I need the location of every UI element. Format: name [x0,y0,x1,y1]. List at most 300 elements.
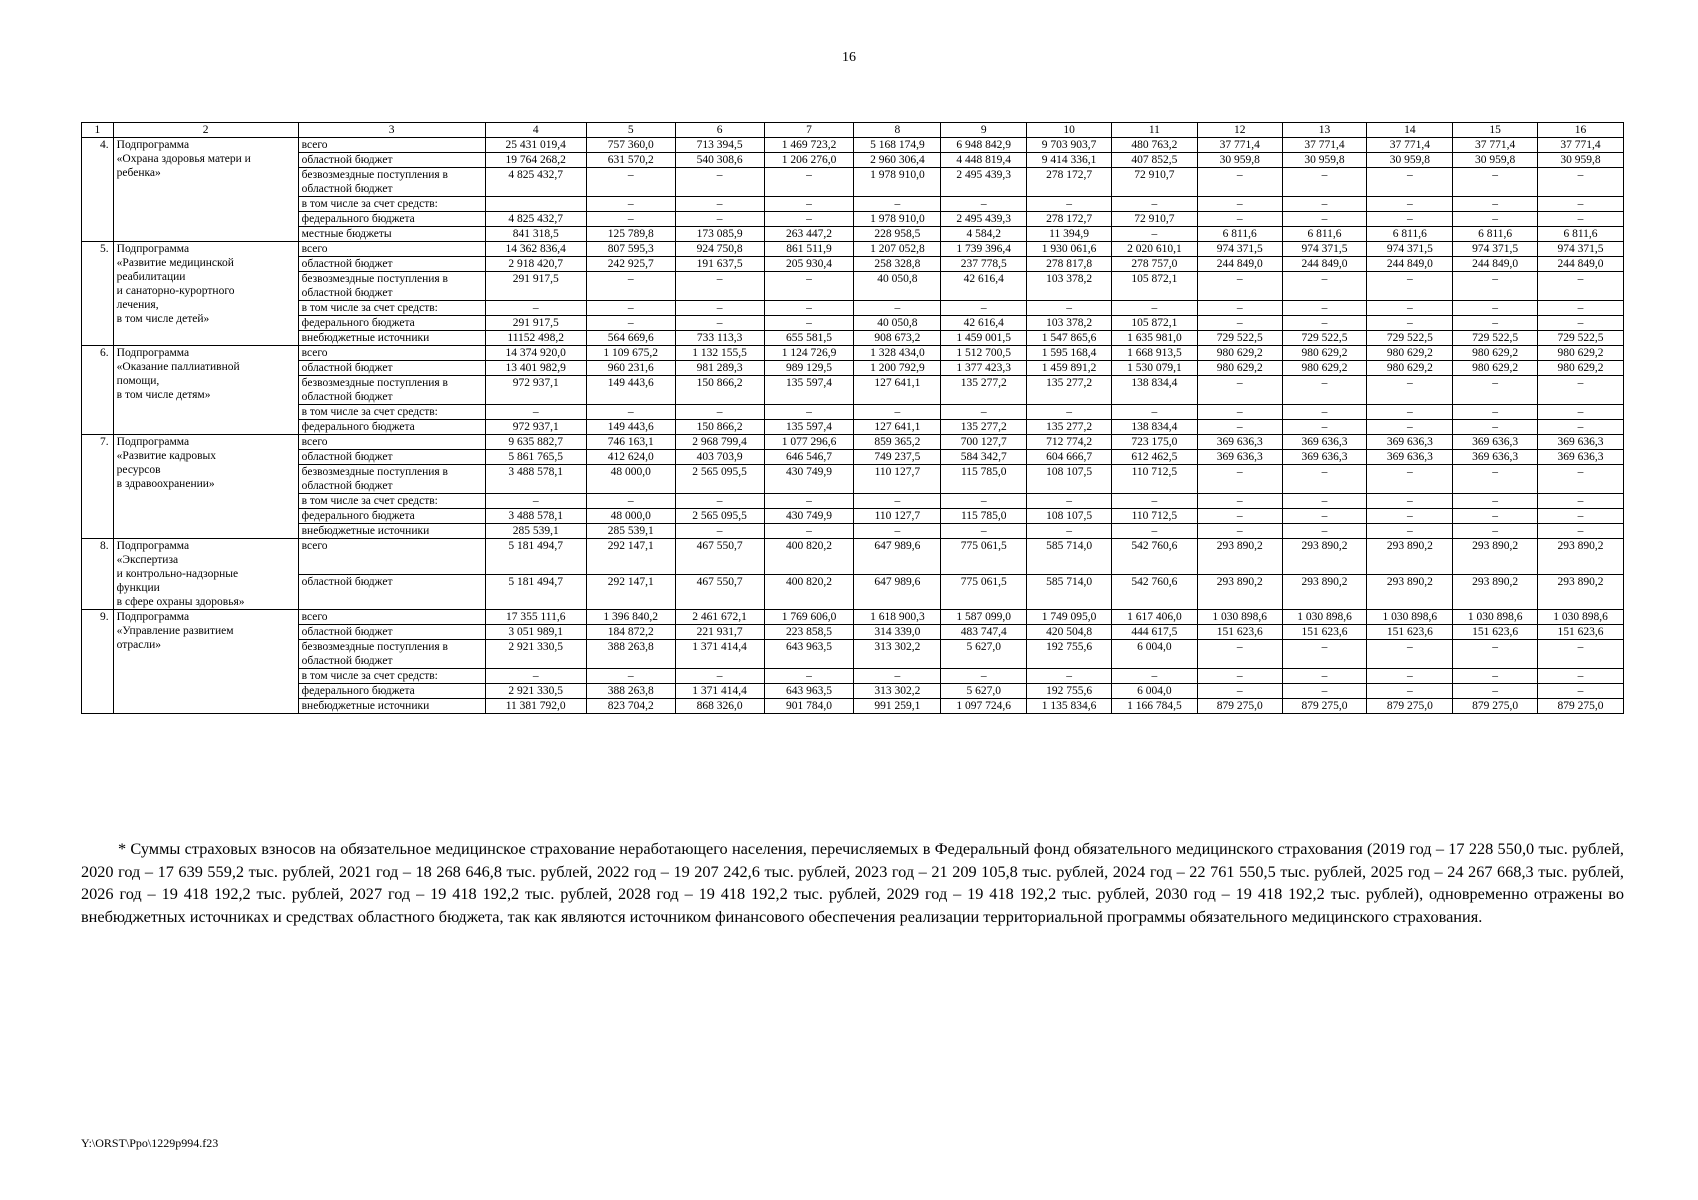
amount-cell: 775 061,5 [941,539,1027,575]
amount-cell: – [586,301,675,316]
amount-cell: 30 959,8 [1453,153,1538,168]
column-number-header: 10 [1027,123,1112,138]
amount-cell: 407 852,5 [1111,153,1197,168]
amount-cell: – [854,301,941,316]
amount-cell: – [1197,640,1282,669]
amount-cell: 1 030 898,6 [1453,610,1538,625]
amount-cell: 924 750,8 [675,242,764,257]
amount-cell: 467 550,7 [675,574,764,610]
amount-cell: – [1197,212,1282,227]
funding-source-label: федерального бюджета [298,420,485,435]
amount-cell: – [675,405,764,420]
amount-cell: 149 443,6 [586,376,675,405]
column-number-header: 12 [1197,123,1282,138]
amount-cell: – [854,524,941,539]
column-number-header: 4 [485,123,586,138]
amount-cell: 2 565 095,5 [675,509,764,524]
amount-cell: 278 172,7 [1027,168,1112,197]
amount-cell: 1 124 726,9 [764,346,854,361]
amount-cell: 1 617 406,0 [1111,610,1197,625]
amount-cell: 292 147,1 [586,539,675,575]
amount-cell: – [675,212,764,227]
amount-cell: 11 394,9 [1027,227,1112,242]
amount-cell: 1 097 724,6 [941,699,1027,714]
amount-cell: 37 771,4 [1538,138,1624,153]
amount-cell: 293 890,2 [1538,539,1624,575]
amount-cell: – [485,494,586,509]
amount-cell: 105 872,1 [1111,316,1197,331]
funding-source-label: в том числе за счет средств: [298,405,485,420]
amount-cell: – [1282,197,1367,212]
table-row [82,524,1624,539]
funding-source-label: в том числе за счет средств: [298,197,485,212]
amount-cell: 980 629,2 [1367,346,1453,361]
funding-source-label: безвозмездные поступления в областной бюджет [298,640,485,669]
amount-cell: 115 785,0 [941,509,1027,524]
amount-cell: 293 890,2 [1282,574,1367,610]
amount-cell: 103 378,2 [1027,272,1112,301]
amount-cell: 1 587 099,0 [941,610,1027,625]
amount-cell: 9 635 882,7 [485,435,586,450]
amount-cell: 6 811,6 [1367,227,1453,242]
amount-cell: 749 237,5 [854,450,941,465]
amount-cell: 13 401 982,9 [485,361,586,376]
amount-cell: – [1367,684,1453,699]
amount-cell: – [1453,465,1538,494]
amount-cell: – [1197,669,1282,684]
amount-cell: 105 872,1 [1111,272,1197,301]
amount-cell: – [1282,494,1367,509]
funding-source-label: всего [298,435,485,450]
amount-cell: 3 488 578,1 [485,465,586,494]
column-number-header: 14 [1367,123,1453,138]
amount-cell: – [764,168,854,197]
table-row [82,669,1624,684]
funding-source-label: всего [298,242,485,257]
amount-cell: 2 495 439,3 [941,168,1027,197]
amount-cell: 584 342,7 [941,450,1027,465]
amount-cell: 974 371,5 [1453,242,1538,257]
amount-cell: – [1197,272,1282,301]
amount-cell: 138 834,4 [1111,420,1197,435]
amount-cell: – [764,524,854,539]
amount-cell: 11152 498,2 [485,331,586,346]
table-row [82,316,1624,331]
amount-cell: 2 020 610,1 [1111,242,1197,257]
amount-cell: – [1111,669,1197,684]
amount-cell: – [1282,509,1367,524]
amount-cell: – [675,494,764,509]
amount-cell: 1 769 606,0 [764,610,854,625]
table-row [82,376,1624,405]
amount-cell: – [1197,684,1282,699]
amount-cell: – [1367,405,1453,420]
column-number-header: 15 [1453,123,1538,138]
amount-cell: – [1538,669,1624,684]
amount-cell: 19 764 268,2 [485,153,586,168]
amount-cell: 542 760,6 [1111,539,1197,575]
amount-cell: – [1367,168,1453,197]
amount-cell: – [586,197,675,212]
amount-cell: 1 739 396,4 [941,242,1027,257]
funding-source-label: областной бюджет [298,625,485,640]
amount-cell: 1 206 276,0 [764,153,854,168]
amount-cell: 110 712,5 [1111,465,1197,494]
amount-cell: 6 811,6 [1282,227,1367,242]
amount-cell: 4 584,2 [941,227,1027,242]
column-number-header: 3 [298,123,485,138]
funding-source-label: местные бюджеты [298,227,485,242]
amount-cell: 604 666,7 [1027,450,1112,465]
amount-cell: 859 365,2 [854,435,941,450]
amount-cell: – [1453,197,1538,212]
amount-cell: 48 000,0 [586,509,675,524]
amount-cell: – [1197,494,1282,509]
amount-cell: 400 820,2 [764,574,854,610]
amount-cell: – [1367,420,1453,435]
funding-source-label: областной бюджет [298,361,485,376]
amount-cell: 108 107,5 [1027,465,1112,494]
amount-cell: 631 570,2 [586,153,675,168]
amount-cell: 974 371,5 [1367,242,1453,257]
amount-cell: – [1453,272,1538,301]
amount-cell: 293 890,2 [1453,539,1538,575]
amount-cell: – [1197,197,1282,212]
amount-cell: – [854,197,941,212]
table-row [82,361,1624,376]
amount-cell: – [1282,272,1367,301]
amount-cell: – [1197,405,1282,420]
amount-cell: – [586,669,675,684]
amount-cell: – [675,524,764,539]
amount-cell: 879 275,0 [1367,699,1453,714]
amount-cell: 313 302,2 [854,684,941,699]
amount-cell: 192 755,6 [1027,640,1112,669]
amount-cell: 6 948 842,9 [941,138,1027,153]
amount-cell: 807 595,3 [586,242,675,257]
amount-cell: – [485,301,586,316]
amount-cell: 11 381 792,0 [485,699,586,714]
amount-cell: – [1282,168,1367,197]
funding-source-label: безвозмездные поступления в областной бюджет [298,168,485,197]
amount-cell: 1 166 784,5 [1111,699,1197,714]
amount-cell: – [1538,684,1624,699]
funding-source-label: областной бюджет [298,257,485,272]
amount-cell: 643 963,5 [764,640,854,669]
amount-cell: – [1453,640,1538,669]
amount-cell: 646 546,7 [764,450,854,465]
table-row [82,138,1624,153]
amount-cell: 823 704,2 [586,699,675,714]
table-row [82,494,1624,509]
amount-cell: 127 641,1 [854,420,941,435]
amount-cell: – [1367,494,1453,509]
amount-cell: 9 414 336,1 [1027,153,1112,168]
subprogram-number: 9. [82,610,114,714]
amount-cell: – [675,168,764,197]
column-number-header: 9 [941,123,1027,138]
amount-cell: – [1453,212,1538,227]
amount-cell: 980 629,2 [1367,361,1453,376]
amount-cell: – [764,669,854,684]
amount-cell: 585 714,0 [1027,574,1112,610]
amount-cell: 879 275,0 [1197,699,1282,714]
file-path: Y:\ORST\Ppo\1229p994.f23 [81,1136,219,1150]
amount-cell: 1 030 898,6 [1282,610,1367,625]
amount-cell: 1 635 981,0 [1111,331,1197,346]
amount-cell: – [1367,316,1453,331]
amount-cell: 291 917,5 [485,316,586,331]
subprogram-number: 4. [82,138,114,242]
amount-cell: 647 989,6 [854,574,941,610]
amount-cell: – [1027,524,1112,539]
amount-cell: 1 396 840,2 [586,610,675,625]
amount-cell: – [675,316,764,331]
amount-cell: 908 673,2 [854,331,941,346]
amount-cell: 14 362 836,4 [485,242,586,257]
amount-cell: 980 629,2 [1453,361,1538,376]
amount-cell: 30 959,8 [1282,153,1367,168]
amount-cell: – [1197,301,1282,316]
amount-cell: 285 539,1 [586,524,675,539]
amount-cell: – [1538,272,1624,301]
subprogram-name: Подпрограмма «Управление развитием отрасли» [113,610,298,714]
amount-cell: 1 207 052,8 [854,242,941,257]
amount-cell: – [1282,524,1367,539]
amount-cell: – [941,669,1027,684]
amount-cell: – [1453,316,1538,331]
amount-cell: – [1282,684,1367,699]
funding-source-label: внебюджетные источники [298,331,485,346]
amount-cell: 467 550,7 [675,539,764,575]
funding-source-label: безвозмездные поступления в областной бюджет [298,376,485,405]
amount-cell: 1 030 898,6 [1538,610,1624,625]
amount-cell: 228 958,5 [854,227,941,242]
amount-cell: – [1197,509,1282,524]
amount-cell: 974 371,5 [1538,242,1624,257]
amount-cell: – [854,405,941,420]
amount-cell: 879 275,0 [1453,699,1538,714]
amount-cell: 729 522,5 [1538,331,1624,346]
amount-cell: 6 811,6 [1538,227,1624,242]
amount-cell: 1 109 675,2 [586,346,675,361]
amount-cell: 149 443,6 [586,420,675,435]
amount-cell: 285 539,1 [485,524,586,539]
amount-cell: – [941,494,1027,509]
amount-cell: 151 623,6 [1538,625,1624,640]
amount-cell: 221 931,7 [675,625,764,640]
amount-cell: – [764,301,854,316]
amount-cell: – [1538,420,1624,435]
amount-cell: 540 308,6 [675,153,764,168]
amount-cell: 150 866,2 [675,420,764,435]
amount-cell: 110 127,7 [854,509,941,524]
amount-cell: 184 872,2 [586,625,675,640]
amount-cell: – [1197,376,1282,405]
subprogram-name: Подпрограмма «Развитие кадровых ресурсов в здравоохранении» [113,435,298,539]
subprogram-number: 6. [82,346,114,435]
amount-cell: – [1538,376,1624,405]
amount-cell: 135 597,4 [764,420,854,435]
funding-source-label: федерального бюджета [298,509,485,524]
amount-cell: 5 181 494,7 [485,574,586,610]
amount-cell: 151 623,6 [1453,625,1538,640]
column-number-header: 6 [675,123,764,138]
amount-cell: 369 636,3 [1367,450,1453,465]
amount-cell: 30 959,8 [1538,153,1624,168]
column-number-header: 7 [764,123,854,138]
amount-cell: – [941,405,1027,420]
amount-cell: 42 616,4 [941,272,1027,301]
table-row [82,574,1624,610]
amount-cell: – [764,272,854,301]
amount-cell: 643 963,5 [764,684,854,699]
amount-cell: – [1538,640,1624,669]
amount-cell: 2 461 672,1 [675,610,764,625]
amount-cell: 972 937,1 [485,420,586,435]
table-row [82,346,1624,361]
amount-cell: – [1197,168,1282,197]
amount-cell: 1 668 913,5 [1111,346,1197,361]
amount-cell: – [1453,168,1538,197]
amount-cell: 369 636,3 [1282,435,1367,450]
amount-cell: 980 629,2 [1282,346,1367,361]
amount-cell: – [675,301,764,316]
amount-cell: 30 959,8 [1367,153,1453,168]
amount-cell: 2 495 439,3 [941,212,1027,227]
amount-cell: 757 360,0 [586,138,675,153]
amount-cell: 369 636,3 [1538,450,1624,465]
amount-cell: – [1197,420,1282,435]
amount-cell [485,197,586,212]
amount-cell: – [1453,684,1538,699]
amount-cell: – [1367,465,1453,494]
amount-cell: – [1111,197,1197,212]
table-row [82,257,1624,272]
amount-cell: – [1027,405,1112,420]
amount-cell: 1 132 155,5 [675,346,764,361]
amount-cell: 1 077 296,6 [764,435,854,450]
amount-cell: – [1282,212,1367,227]
amount-cell: – [586,405,675,420]
amount-cell: 293 890,2 [1367,539,1453,575]
amount-cell: – [586,272,675,301]
amount-cell: – [764,316,854,331]
amount-cell: – [941,301,1027,316]
amount-cell: – [1538,405,1624,420]
amount-cell: 127 641,1 [854,376,941,405]
amount-cell: 746 163,1 [586,435,675,450]
amount-cell: – [1282,465,1367,494]
amount-cell: 729 522,5 [1197,331,1282,346]
amount-cell: 1 547 865,6 [1027,331,1112,346]
amount-cell: 1 978 910,0 [854,212,941,227]
amount-cell: – [586,494,675,509]
funding-source-label: областной бюджет [298,450,485,465]
amount-cell: 108 107,5 [1027,509,1112,524]
amount-cell: 729 522,5 [1282,331,1367,346]
amount-cell: 9 703 903,7 [1027,138,1112,153]
amount-cell: – [764,494,854,509]
amount-cell: 1 749 095,0 [1027,610,1112,625]
amount-cell: – [1282,376,1367,405]
subprogram-name: Подпрограмма «Развитие медицинской реабилитации и санаторно-курортного лечения, в том числе детей» [113,242,298,346]
funding-source-label: федерального бюджета [298,316,485,331]
amount-cell: 6 811,6 [1453,227,1538,242]
amount-cell: 150 866,2 [675,376,764,405]
column-number-header: 16 [1538,123,1624,138]
table-row [82,331,1624,346]
table-row [82,450,1624,465]
amount-cell: 403 703,9 [675,450,764,465]
funding-source-label: федерального бюджета [298,684,485,699]
amount-cell: 135 277,2 [1027,376,1112,405]
amount-cell: – [675,197,764,212]
amount-cell: – [1538,212,1624,227]
amount-cell: – [1367,640,1453,669]
subprogram-number: 8. [82,539,114,610]
amount-cell: 733 113,3 [675,331,764,346]
table-row [82,699,1624,714]
amount-cell: – [1538,494,1624,509]
funding-source-label: внебюджетные источники [298,699,485,714]
amount-cell: 989 129,5 [764,361,854,376]
column-number-header: 13 [1282,123,1367,138]
amount-cell: 314 339,0 [854,625,941,640]
amount-cell: 135 277,2 [941,420,1027,435]
amount-cell: 861 511,9 [764,242,854,257]
amount-cell: 293 890,2 [1197,539,1282,575]
amount-cell: – [675,272,764,301]
amount-cell: 1 530 079,1 [1111,361,1197,376]
amount-cell: 1 512 700,5 [941,346,1027,361]
amount-cell: 244 849,0 [1367,257,1453,272]
amount-cell: – [1453,524,1538,539]
amount-cell: – [1453,420,1538,435]
table-row [82,539,1624,575]
amount-cell: 14 374 920,0 [485,346,586,361]
amount-cell: 135 597,4 [764,376,854,405]
amount-cell: – [941,197,1027,212]
amount-cell: 40 050,8 [854,316,941,331]
amount-cell: 1 618 900,3 [854,610,941,625]
amount-cell: 244 849,0 [1538,257,1624,272]
amount-cell: 1 328 434,0 [854,346,941,361]
amount-cell: – [586,212,675,227]
amount-cell: 980 629,2 [1197,346,1282,361]
table-row [82,420,1624,435]
amount-cell: – [485,405,586,420]
table-row [82,227,1624,242]
amount-cell: 388 263,8 [586,684,675,699]
table-row [82,684,1624,699]
amount-cell: 72 910,7 [1111,168,1197,197]
amount-cell: 879 275,0 [1538,699,1624,714]
amount-cell: 2 918 420,7 [485,257,586,272]
amount-cell: – [764,405,854,420]
amount-cell: – [1538,316,1624,331]
funding-source-label: федерального бюджета [298,212,485,227]
amount-cell: 1 135 834,6 [1027,699,1112,714]
amount-cell: 5 168 174,9 [854,138,941,153]
table-row [82,301,1624,316]
amount-cell: – [1027,494,1112,509]
table-row [82,435,1624,450]
amount-cell: 4 825 432,7 [485,168,586,197]
amount-cell: 981 289,3 [675,361,764,376]
amount-cell: – [1111,227,1197,242]
column-number-header: 2 [113,123,298,138]
